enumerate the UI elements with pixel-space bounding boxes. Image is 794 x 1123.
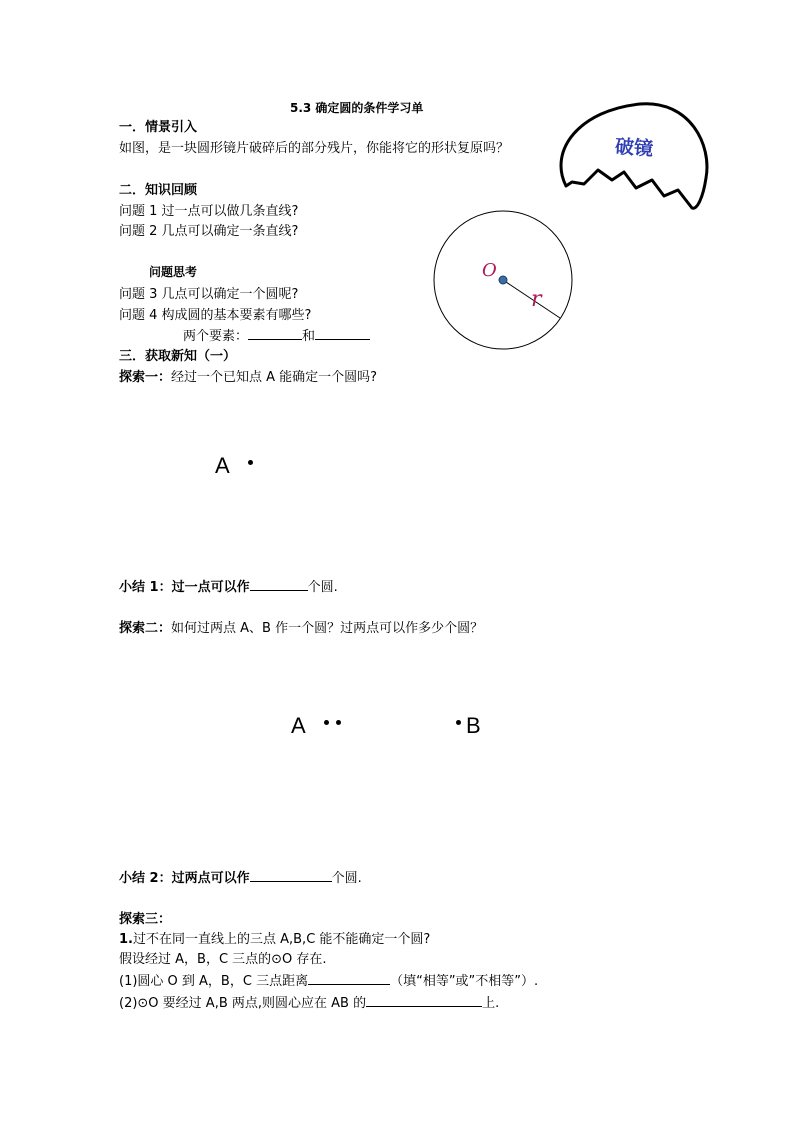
q1-text: 过不在同一直线上的三点 A,B,C 能不能确定一个圆?: [132, 932, 431, 947]
two-elements-and: 和: [302, 329, 316, 344]
point-a-dot: [248, 460, 253, 465]
extra-dot: [336, 720, 341, 725]
question-thinking-heading: 问题思考: [149, 265, 198, 279]
explore-1-question: 经过一个已知点 A 能确定一个圆吗?: [171, 370, 378, 385]
summary-2-prefix: 小结 2：过两点可以作: [119, 871, 250, 886]
summary-1-suffix: 个圆.: [307, 580, 338, 595]
summary-2: [119, 869, 362, 887]
summary-2-suffix: 个圆.: [331, 871, 362, 886]
center-label-o: O: [482, 260, 497, 281]
point-a2-label: A: [291, 713, 306, 738]
question-4: 问题 4 构成圆的基本要素有哪些?: [119, 308, 312, 323]
section2-heading: 二．知识回顾: [119, 183, 198, 198]
part-1-blank[interactable]: [308, 972, 390, 985]
part-1: [119, 972, 538, 990]
part-2-prefix: (2)⊙O 要经过 A,B 两点,则圆心应在 AB 的: [119, 996, 367, 1011]
summary-1-blank[interactable]: [250, 578, 308, 591]
explore-3-heading: 探索三：: [119, 912, 172, 927]
section3-heading: 三．获取新知（一）: [119, 349, 237, 364]
element-blank-1[interactable]: [248, 327, 302, 340]
section1-text: 如图，是一块圆形镜片破碎后的部分残片，你能将它的形状复原吗？: [119, 141, 510, 156]
question-2: 问题 2 几点可以确定一条直线?: [119, 224, 299, 239]
explore-1: 探索一：经过一个已知点 A 能确定一个圆吗?: [119, 370, 378, 385]
summary-1: [119, 578, 338, 596]
point-a-label: A: [215, 453, 230, 478]
page-title: 5.3 确定圆的条件学习单: [290, 101, 424, 115]
question-1: 问题 1 过一点可以做几条直线?: [119, 204, 299, 219]
question-3: 问题 3 几点可以确定一个圆呢?: [119, 287, 299, 302]
explore-2: 探索二：如何过两点 A、B 作一个圆？过两点可以作多少个圆？: [119, 621, 484, 636]
assumption: 假设经过 A，B，C 三点的⊙O 存在.: [119, 952, 327, 967]
mirror-label: 破镜: [614, 135, 654, 161]
summary-2-blank[interactable]: [250, 869, 332, 882]
q1-number: 1.: [119, 932, 133, 947]
center-point: [499, 276, 507, 284]
part-1-prefix: (1)圆心 O 到 A，B，C 三点距离: [119, 974, 309, 989]
point-b-dot: [456, 720, 461, 725]
point-a2-dot: [324, 720, 329, 725]
part-1-suffix: （填“相等”或”不相等”）.: [390, 974, 539, 989]
radius-label-r: r: [531, 287, 542, 312]
part-2-blank[interactable]: [366, 994, 482, 1007]
two-elements-prefix: 两个要素：: [183, 329, 249, 344]
part-2: [119, 994, 499, 1012]
part-2-suffix: 上.: [482, 996, 500, 1011]
summary-1-prefix: 小结 1：过一点可以作: [119, 580, 250, 595]
two-elements-line: [183, 327, 370, 345]
explore-2-question: 如何过两点 A、B 作一个圆？过两点可以作多少个圆？: [171, 621, 484, 636]
section1-heading: 一．情景引入: [119, 120, 198, 135]
point-b-label: B: [466, 713, 481, 738]
element-blank-2[interactable]: [315, 327, 370, 340]
explore-3-question-1: [119, 931, 430, 948]
